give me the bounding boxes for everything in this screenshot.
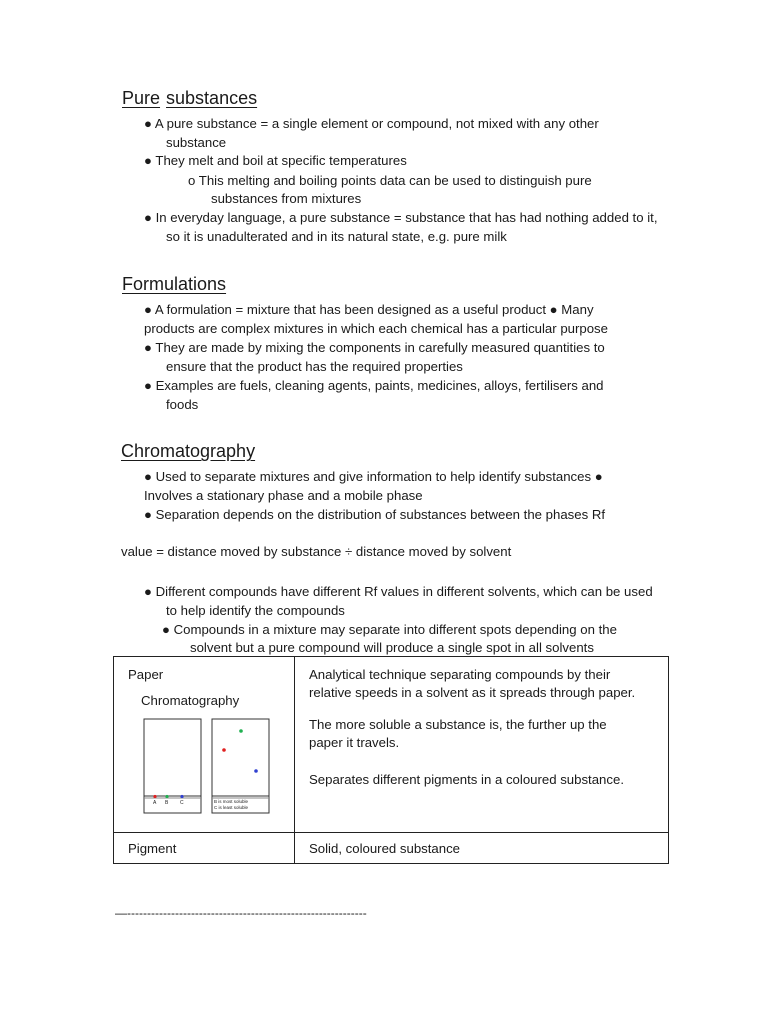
- start-label-a: A: [153, 800, 157, 806]
- bullet-line: substance: [166, 135, 227, 150]
- definition-cell: [295, 657, 669, 833]
- term-label: Pigment: [128, 841, 177, 856]
- start-label-b: B: [165, 800, 169, 806]
- start-spot-c: [180, 795, 183, 798]
- heading-word: substances: [166, 88, 258, 108]
- term-label: Chromatography: [141, 693, 240, 708]
- definition-text: relative speeds in a solvent as it spreads through paper.: [309, 685, 636, 700]
- term-cell: [114, 833, 295, 864]
- bullet-line: ● Compounds in a mixture may separate into different spots depending on the: [162, 622, 617, 637]
- bullet-line: foods: [166, 397, 199, 412]
- term-cell: [114, 657, 295, 833]
- spot-c: [254, 769, 258, 773]
- bullet-line: solvent but a pure compound will produce a single spot in all solvents: [190, 640, 594, 655]
- bullet-line: ● A formulation = mixture that has been designed as a useful product ● Many: [144, 302, 594, 317]
- table-row: [114, 833, 669, 864]
- bullet-line: ● They melt and boil at specific temperatures: [144, 153, 407, 168]
- sub-bullet-line: o This melting and boiling points data can be used to distinguish pure: [188, 173, 592, 188]
- heading-word: Pure: [122, 88, 161, 108]
- sub-bullet-line: substances from mixtures: [211, 191, 362, 206]
- heading-chromatography: Chromatography: [121, 441, 256, 461]
- bullet-line: ● Used to separate mixtures and give information to help identify substances ●: [144, 469, 603, 484]
- bullet-line: ● Examples are fuels, cleaning agents, paints, medicines, alloys, fertilisers and: [144, 378, 604, 393]
- diagram-note: B is most soluble: [214, 799, 249, 804]
- definition-text: Analytical technique separating compounds by their: [309, 667, 611, 682]
- bullet-line: to help identify the compounds: [166, 603, 345, 618]
- bullet-line: so it is unadulterated and in its natural state, e.g. pure milk: [166, 229, 507, 244]
- diagram-note: C is least soluble: [214, 805, 249, 810]
- bullet-line: Involves a stationary phase and a mobile phase: [144, 488, 423, 503]
- definition-text: Separates different pigments in a coloured substance.: [309, 772, 624, 787]
- paper-strip-start: [144, 719, 201, 813]
- start-spot-b: [165, 795, 168, 798]
- start-label-c: C: [180, 800, 184, 806]
- bullet-line: ● Different compounds have different Rf values in different solvents, which can be used: [144, 584, 653, 599]
- formula-line: value = distance moved by substance ÷ distance moved by solvent: [121, 544, 512, 559]
- footer-divider: —------------------------------------------------------------: [115, 906, 367, 920]
- bullet-line: products are complex mixtures in which each chemical has a particular purpose: [144, 321, 608, 336]
- definition-text: paper it travels.: [309, 735, 400, 750]
- heading-formulations: Formulations: [122, 274, 227, 294]
- spot-a: [222, 748, 226, 752]
- spot-b: [239, 729, 243, 733]
- definition-text: The more soluble a substance is, the further up the: [309, 717, 607, 732]
- bullet-line: ensure that the product has the required properties: [166, 359, 463, 374]
- start-spot-a: [153, 795, 156, 798]
- key-terms-table: [113, 656, 669, 864]
- bullet-line: ● A pure substance = a single element or compound, not mixed with any other: [144, 116, 599, 131]
- definition-cell: [295, 833, 669, 864]
- chromatogram-diagram: [142, 718, 282, 818]
- bullet-line: ● In everyday language, a pure substance = substance that has had nothing added to it,: [144, 210, 658, 225]
- definition-text: Solid, coloured substance: [309, 841, 461, 856]
- table-row: [114, 657, 669, 833]
- bullet-line: ● Separation depends on the distribution of substances between the phases Rf: [144, 507, 606, 522]
- heading-pure-substances: [122, 88, 257, 109]
- bullet-line: ● They are made by mixing the components in carefully measured quantities to: [144, 340, 605, 355]
- term-label: Paper: [128, 667, 164, 682]
